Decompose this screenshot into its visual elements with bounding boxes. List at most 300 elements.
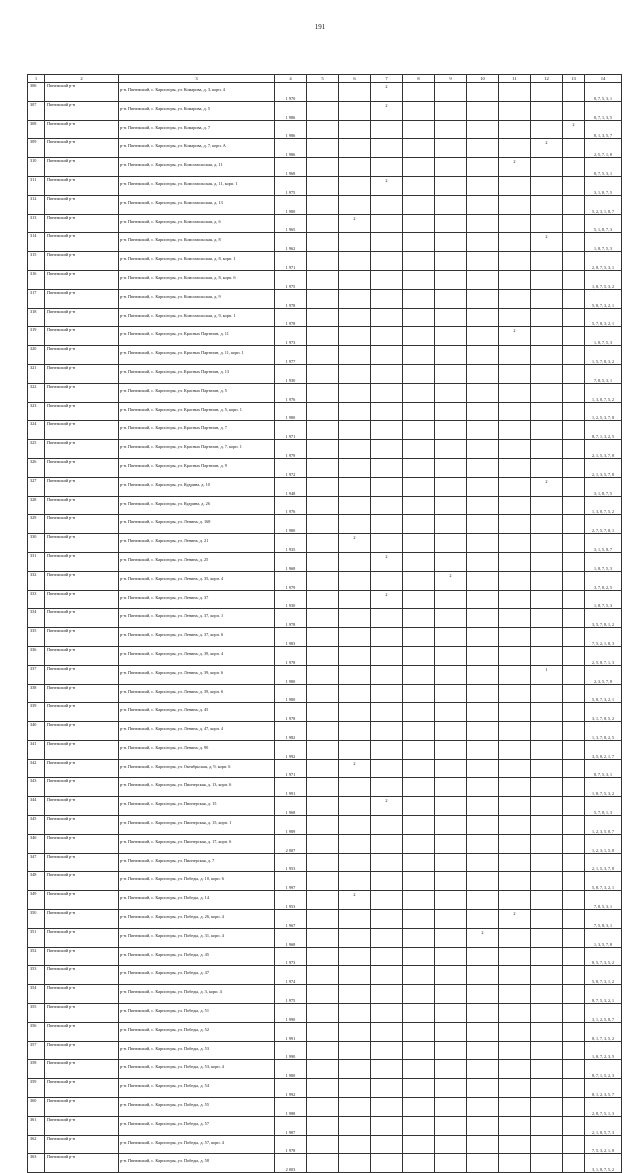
column-11-cell [499,233,531,252]
column-9-cell [435,1022,467,1041]
column-8-cell [403,816,435,835]
column-13-cell [563,928,585,947]
column-13-cell [563,346,585,365]
column-12-cell [531,270,563,289]
column-11-cell [499,289,531,308]
column-10-cell [467,515,499,534]
address-cell: р-н. Пинежский, с. Карпогоры, ул. Красных Партизан, д. 11, корп. 1 [119,346,275,365]
column-7-cell [371,646,403,665]
code-cell: 8, 7, 5, 3, 2, 1 [585,985,622,1004]
column-7-cell [371,1098,403,1117]
district-cell: Пинежский р-н [45,646,119,665]
column-13-cell [563,1079,585,1098]
year-cell: 1 976 [275,383,307,402]
column-9-cell [435,252,467,271]
column-6-cell [339,270,371,289]
row-number-cell: 352 [28,947,45,966]
address-cell: р-н. Пинежский, с. Карпогоры, ул. Ленина, д. 21 [119,534,275,553]
code-cell: 1, 2, 3, 5, 8, 7 [585,816,622,835]
column-13-cell [563,1060,585,1079]
column-12-cell [531,1116,563,1135]
column-header: 9 [435,75,467,83]
column-13-cell: 2 [563,120,585,139]
table-row [28,534,622,553]
column-13-cell [563,703,585,722]
code-cell: 2, 1, 5, 3, 7, 8 [585,853,622,872]
year-cell: 1 997 [275,872,307,891]
column-5-cell [307,233,339,252]
row-number-cell: 313 [28,214,45,233]
address-cell: р-н. Пинежский, с. Карпогоры, ул. Красных Партизан, д. 7, корп. 1 [119,440,275,459]
column-9-cell [435,759,467,778]
column-8-cell [403,270,435,289]
column-6-cell [339,1079,371,1098]
address-cell: р-н. Пинежский, с. Карпогоры, ул. Комарова, д. 7 [119,120,275,139]
column-11-cell [499,440,531,459]
column-7-cell [371,853,403,872]
row-number-cell: 343 [28,778,45,797]
column-5-cell [307,195,339,214]
column-6-cell [339,383,371,402]
address-cell: р-н. Пинежский, с. Карпогоры, ул. Победы, д. 51 [119,1004,275,1023]
column-7-cell [371,1135,403,1154]
column-7-cell [371,834,403,853]
code-cell: 2, 3, 5, 7, 8 [585,665,622,684]
column-7-cell [371,233,403,252]
column-11-cell [499,270,531,289]
column-13-cell [563,797,585,816]
address-cell: р-н. Пинежский, с. Карпогоры, ул. Комарова, д. 3, корп. 4 [119,83,275,102]
address-cell: р-н. Пинежский, с. Карпогоры, ул. Ленина, д. 39, корп. 6 [119,665,275,684]
code-cell: 5, 8, 7, 3, 1, 2 [585,966,622,985]
row-number-cell: 361 [28,1116,45,1135]
row-number-cell: 342 [28,759,45,778]
column-13-cell [563,289,585,308]
district-cell: Пинежский р-н [45,740,119,759]
district-cell: Пинежский р-н [45,609,119,628]
column-5-cell [307,440,339,459]
district-cell: Пинежский р-н [45,910,119,929]
year-cell: 1 978 [275,646,307,665]
column-11-cell [499,891,531,910]
table-row [28,515,622,534]
column-7-cell [371,910,403,929]
column-6-cell: 2 [339,534,371,553]
district-cell: Пинежский р-н [45,139,119,158]
column-10-cell [467,252,499,271]
column-11-cell [499,1004,531,1023]
column-8-cell [403,176,435,195]
column-7-cell: 2 [371,101,403,120]
column-7-cell [371,816,403,835]
row-number-cell: 318 [28,308,45,327]
column-8-cell [403,402,435,421]
column-header: 6 [339,75,371,83]
table-row [28,722,622,741]
table-row [28,346,622,365]
code-cell: 1, 8, 7, 5, 3 [585,327,622,346]
column-7-cell [371,759,403,778]
column-12-cell: 2 [531,139,563,158]
address-cell: р-н. Пинежский, с. Карпогоры, ул. Победы, д. 55 [119,1098,275,1117]
column-13-cell [563,158,585,177]
column-10-cell [467,628,499,647]
district-cell: Пинежский р-н [45,985,119,1004]
table-row [28,1041,622,1060]
column-13-cell [563,1116,585,1135]
column-8-cell [403,158,435,177]
column-7-cell: 2 [371,176,403,195]
column-7-cell [371,252,403,271]
column-5-cell [307,646,339,665]
address-cell: р-н. Пинежский, с. Карпогоры, ул. Пионерская, д. 15, корп. 1 [119,816,275,835]
column-7-cell [371,1004,403,1023]
column-9-cell [435,214,467,233]
code-cell: 7, 5, 2, 1, 8, 3 [585,628,622,647]
column-7-cell [371,346,403,365]
column-6-cell [339,515,371,534]
year-cell: 1 975 [275,176,307,195]
column-10-cell [467,176,499,195]
row-number-cell: 358 [28,1060,45,1079]
column-12-cell [531,722,563,741]
code-cell: 2, 1, 8, 5, 7, 3 [585,1116,622,1135]
column-12-cell [531,214,563,233]
column-13-cell [563,139,585,158]
code-cell: 1, 8, 7, 5, 3, 2 [585,270,622,289]
year-cell: 1 990 [275,1004,307,1023]
column-8-cell [403,778,435,797]
column-12-cell [531,1022,563,1041]
column-8-cell [403,101,435,120]
column-8-cell [403,458,435,477]
district-cell: Пинежский р-н [45,195,119,214]
column-9-cell [435,139,467,158]
column-6-cell [339,458,371,477]
table-row [28,609,622,628]
column-5-cell [307,684,339,703]
column-8-cell [403,985,435,1004]
district-cell: Пинежский р-н [45,778,119,797]
column-10-cell [467,947,499,966]
address-cell: р-н. Пинежский, с. Карпогоры, ул. Пионерская, д. 15 [119,797,275,816]
code-cell: 7, 5, 3, 2, 1, 8 [585,1135,622,1154]
column-6-cell [339,120,371,139]
column-11-cell [499,665,531,684]
year-cell: 1 930 [275,590,307,609]
column-13-cell [563,740,585,759]
column-6-cell: 2 [339,759,371,778]
code-cell: 3, 5, 8, 2, 1, 7 [585,740,622,759]
year-cell: 1 935 [275,534,307,553]
column-5-cell [307,816,339,835]
column-11-cell [499,609,531,628]
row-number-cell: 349 [28,891,45,910]
district-cell: Пинежский р-н [45,872,119,891]
district-cell: Пинежский р-н [45,83,119,102]
table-row [28,816,622,835]
year-cell: 1 975 [275,270,307,289]
row-number-cell: 350 [28,910,45,929]
column-13-cell [563,910,585,929]
table-row [28,308,622,327]
column-8-cell [403,853,435,872]
code-cell: 1, 2, 5, 3, 7, 8 [585,402,622,421]
code-cell: 7, 5, 8, 3, 1 [585,910,622,929]
column-11-cell [499,684,531,703]
column-5-cell [307,834,339,853]
row-number-cell: 345 [28,816,45,835]
column-11-cell [499,120,531,139]
column-8-cell [403,421,435,440]
column-8-cell [403,327,435,346]
column-12-cell: 1 [531,665,563,684]
column-12-cell [531,496,563,515]
column-12-cell [531,853,563,872]
column-8-cell [403,947,435,966]
column-11-cell [499,1079,531,1098]
column-7-cell [371,628,403,647]
column-7-cell [371,214,403,233]
code-cell: 5, 8, 7, 3, 2, 1 [585,684,622,703]
table-row [28,101,622,120]
column-12-cell [531,1041,563,1060]
column-8-cell [403,910,435,929]
column-11-cell [499,797,531,816]
column-10-cell [467,289,499,308]
year-cell: 1 971 [275,252,307,271]
column-8-cell [403,609,435,628]
code-cell: 2, 1, 3, 5, 7, 8 [585,458,622,477]
district-cell: Пинежский р-н [45,214,119,233]
district-cell: Пинежский р-н [45,308,119,327]
column-6-cell [339,872,371,891]
column-9-cell [435,646,467,665]
column-13-cell [563,816,585,835]
column-13-cell [563,233,585,252]
year-cell: 1 979 [275,440,307,459]
column-9-cell [435,1098,467,1117]
address-cell: р-н. Пинежский, с. Карпогоры, ул. Комсомольская, д. 9, корп. 1 [119,308,275,327]
district-cell: Пинежский р-н [45,120,119,139]
column-9-cell [435,270,467,289]
row-number-cell: 320 [28,346,45,365]
row-number-cell: 310 [28,158,45,177]
row-number-cell: 331 [28,552,45,571]
column-13-cell [563,176,585,195]
column-5-cell [307,928,339,947]
column-11-cell [499,1098,531,1117]
year-cell: 1 983 [275,628,307,647]
column-7-cell [371,364,403,383]
column-7-cell [371,158,403,177]
column-9-cell [435,1135,467,1154]
district-cell: Пинежский р-н [45,684,119,703]
column-header: 1 [28,75,45,83]
code-cell: 2, 5, 8, 7, 1, 3 [585,646,622,665]
column-9-cell [435,289,467,308]
column-7-cell [371,928,403,947]
column-6-cell [339,910,371,929]
table-row [28,1116,622,1135]
year-cell: 1 986 [275,101,307,120]
column-11-cell [499,947,531,966]
year-cell: 2 003 [275,1154,307,1173]
column-11-cell [499,646,531,665]
column-11-cell [499,872,531,891]
row-number-cell: 346 [28,834,45,853]
column-6-cell [339,684,371,703]
district-cell: Пинежский р-н [45,590,119,609]
column-header: 5 [307,75,339,83]
address-cell: р-н. Пинежский, с. Карпогоры, ул. Победы, д. 10, корп. 6 [119,872,275,891]
column-8-cell [403,1098,435,1117]
column-12-cell: 2 [531,233,563,252]
column-5-cell [307,458,339,477]
code-cell: 1, 8, 7, 5, 3, 2 [585,778,622,797]
column-10-cell [467,1116,499,1135]
table-row [28,1022,622,1041]
column-5-cell [307,609,339,628]
district-cell: Пинежский р-н [45,1154,119,1173]
column-13-cell [563,252,585,271]
address-cell: р-н. Пинежский, с. Карпогоры, ул. Победы, д. 57, корп. 4 [119,1135,275,1154]
column-9-cell [435,195,467,214]
column-12-cell [531,834,563,853]
district-cell: Пинежский р-н [45,158,119,177]
column-12-cell [531,628,563,647]
district-cell: Пинежский р-н [45,1116,119,1135]
column-8-cell [403,364,435,383]
address-cell: р-н. Пинежский, с. Карпогоры, ул. Победы, д. 45 [119,947,275,966]
column-6-cell [339,195,371,214]
column-7-cell [371,684,403,703]
column-5-cell [307,1154,339,1173]
column-5-cell [307,252,339,271]
column-10-cell [467,477,499,496]
column-10-cell [467,684,499,703]
column-9-cell [435,158,467,177]
year-cell: 1 987 [275,1116,307,1135]
column-8-cell [403,1079,435,1098]
column-13-cell [563,214,585,233]
column-6-cell [339,740,371,759]
code-cell: 3, 7, 8, 2, 5 [585,571,622,590]
column-6-cell [339,327,371,346]
address-cell: р-н. Пинежский, с. Карпогоры, ул. Красных Партизан, д. 7 [119,421,275,440]
column-10-cell [467,966,499,985]
column-9-cell [435,797,467,816]
column-header: 8 [403,75,435,83]
column-7-cell [371,308,403,327]
column-13-cell [563,722,585,741]
year-cell: 1 992 [275,1079,307,1098]
code-cell: 8, 7, 1, 5, 2, 3 [585,1060,622,1079]
column-header: 2 [45,75,119,83]
column-9-cell [435,590,467,609]
column-9-cell [435,722,467,741]
column-5-cell [307,797,339,816]
column-13-cell [563,571,585,590]
address-cell: р-н. Пинежский, с. Карпогоры, ул. Ленина, д. 35, корп. 4 [119,571,275,590]
column-12-cell [531,797,563,816]
column-5-cell [307,740,339,759]
column-8-cell [403,797,435,816]
table-row [28,834,622,853]
row-number-cell: 316 [28,270,45,289]
row-number-cell: 356 [28,1022,45,1041]
column-9-cell [435,458,467,477]
address-cell: р-н. Пинежский, с. Карпогоры, ул. Победы, д. 31, корп. 4 [119,928,275,947]
column-6-cell [339,252,371,271]
column-12-cell [531,947,563,966]
code-cell: 8, 7, 5, 3, 1 [585,83,622,102]
column-11-cell [499,195,531,214]
column-13-cell [563,458,585,477]
column-6-cell [339,665,371,684]
column-6-cell [339,83,371,102]
column-5-cell [307,1135,339,1154]
column-11-cell [499,1041,531,1060]
table-row [28,120,622,139]
column-13-cell [563,684,585,703]
column-12-cell [531,158,563,177]
column-12-cell [531,552,563,571]
row-number-cell: 338 [28,684,45,703]
column-10-cell [467,609,499,628]
column-13-cell [563,1098,585,1117]
column-9-cell [435,853,467,872]
column-6-cell [339,158,371,177]
column-6-cell [339,646,371,665]
column-5-cell [307,628,339,647]
column-9-cell [435,703,467,722]
year-cell: 1 971 [275,759,307,778]
column-11-cell: 2 [499,327,531,346]
column-header: 11 [499,75,531,83]
column-6-cell [339,947,371,966]
column-7-cell [371,383,403,402]
district-cell: Пинежский р-н [45,1135,119,1154]
address-cell: р-н. Пинежский, с. Карпогоры, ул. Ленина, д. 37, корп. 6 [119,628,275,647]
column-7-cell [371,289,403,308]
year-cell: 1 980 [275,515,307,534]
code-cell: 5, 7, 8, 3, 2, 1 [585,308,622,327]
table-row [28,1079,622,1098]
address-cell: р-н. Пинежский, с. Карпогоры, ул. Кудрина, д. 26 [119,496,275,515]
column-10-cell [467,233,499,252]
code-cell: 8, 7, 5, 3, 1 [585,759,622,778]
column-6-cell [339,346,371,365]
column-12-cell [531,966,563,985]
column-12-cell [531,1079,563,1098]
row-number-cell: 315 [28,252,45,271]
column-9-cell [435,947,467,966]
column-7-cell [371,327,403,346]
column-13-cell [563,966,585,985]
column-10-cell [467,101,499,120]
column-7-cell: 2 [371,797,403,816]
table-row [28,646,622,665]
address-cell: р-н. Пинежский, с. Карпогоры, ул. Ленина, д. 39, корп. 4 [119,646,275,665]
column-11-cell [499,1154,531,1173]
column-9-cell [435,1041,467,1060]
column-12-cell [531,83,563,102]
column-8-cell [403,515,435,534]
column-10-cell [467,759,499,778]
row-number-cell: 355 [28,1004,45,1023]
table-row [28,665,622,684]
